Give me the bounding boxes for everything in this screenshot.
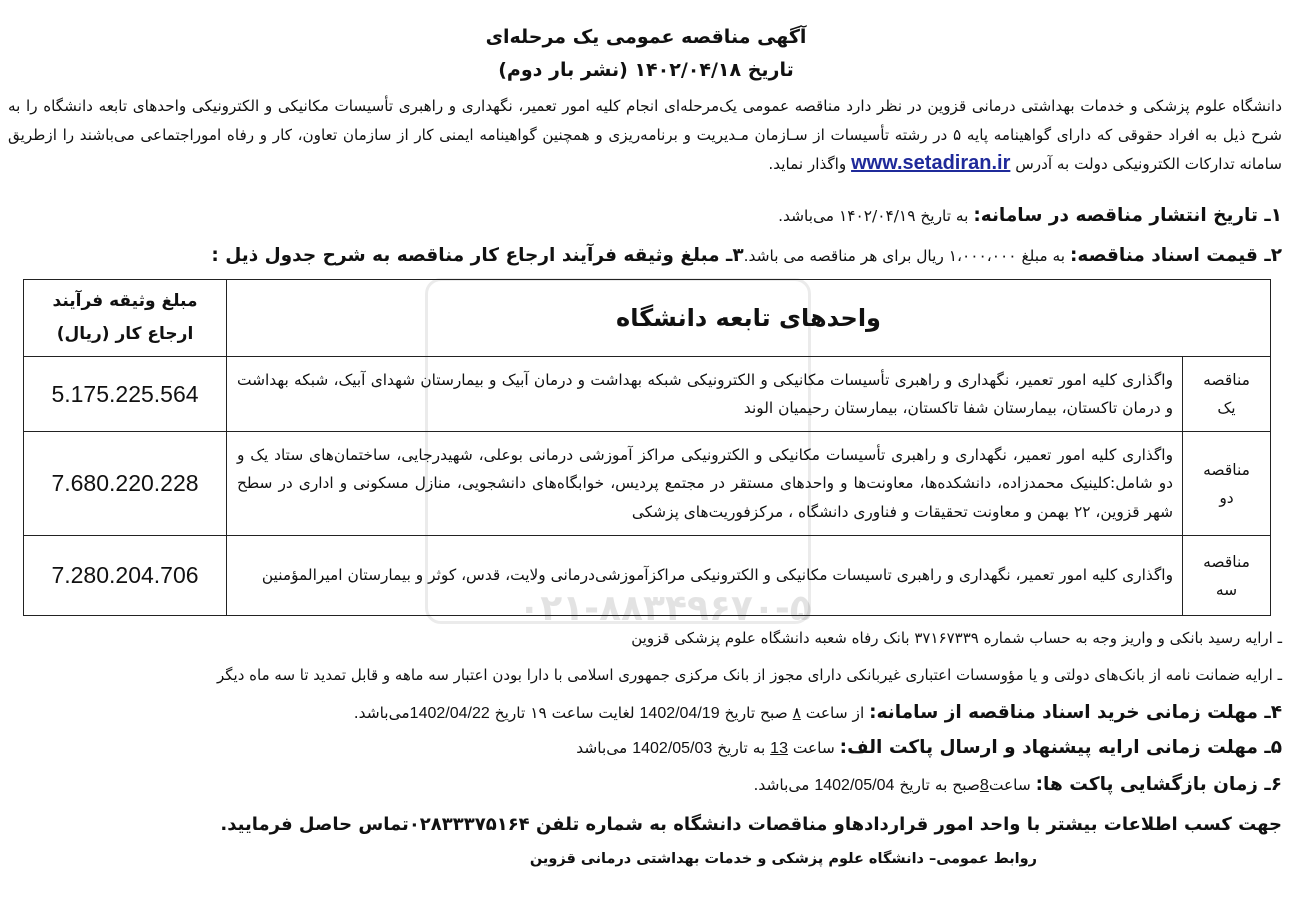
- bond-header-line1: مبلغ وثیقه فرآیند: [52, 291, 198, 311]
- setad-link[interactable]: www.setadiran.ir: [851, 152, 1011, 174]
- tender-name-line1: مناقصه: [1203, 552, 1250, 571]
- note-guarantee: ـ ارایه ضمانت نامه از بانک‌های دولتی و یا مؤوسسات اعتباری غیربانکی دارای مجوز از بانک مرکزی جمهوری اسلامی با دارا بودن اعتبار سه ماهه و قابل تمدید تا سه ماه دیگر: [217, 666, 1282, 684]
- units-header: واحدهای تابعه دانشگاه: [227, 280, 1271, 357]
- item6-t2: صبح به تاریخ: [899, 776, 980, 794]
- units-table: [23, 279, 1271, 616]
- item4-t3: لغایت ساعت ۱۹ تاریخ: [494, 704, 635, 722]
- tender-name: [1183, 536, 1271, 616]
- signature: روابط عمومی– دانشگاه علوم پزشکی و خدمات بهداشتی درمانی قزوین: [529, 851, 1037, 867]
- item5-hour: 13: [770, 740, 788, 757]
- intro-text: دانشگاه علوم پزشکی و خدمات بهداشتی درمانی قزوین در نظر دارد مناقصه عمومی یک‌مرحله‌ای انجام کلیه امور تعمیر، نگهداری و راهبری تأسیسات مکانیکی و الکترونیکی واحدهای تابعه دانشگاه را به شرح ذیل به افراد حقوقی که دارای گواهینامه پایه ۵ در رشته تأسیسات از سـازمان مـدیریت و برنامه‌ریزی و همچنین گواهینامه ایمنی کار از سازمان تعاون، کار و رفاه اموراجتماعی می‌باشند را ازطریق سامانه تدارکات الکترونیکی دولت به آدرس: [8, 97, 1282, 173]
- item3-label: ۳ـ مبلغ وثیقه فرآیند ارجاع کار مناقصه به شرح جدول ذیل :: [211, 245, 744, 266]
- intro-paragraph: [8, 92, 1282, 179]
- notice-date: تاریخ ۱۴۰۲/۰۴/۱۸ (نشر بار دوم): [498, 59, 794, 81]
- item5-t3: می‌باشد: [576, 739, 628, 757]
- tender-name: [1183, 432, 1271, 536]
- bond-amount: 7.280.204.706: [24, 536, 227, 616]
- item-purchase-period: [354, 700, 1282, 727]
- item-submission-deadline: [576, 735, 1282, 762]
- tender-name-line2: یک: [1217, 399, 1236, 417]
- item6-hour: 8: [979, 777, 989, 794]
- item-opening-time: [754, 772, 1282, 799]
- bond-amount: 5.175.225.564: [24, 357, 227, 432]
- item2-label: ۲ـ قیمت اسناد مناقصه:: [1069, 245, 1282, 266]
- tender-description: واگذاری کلیه امور تعمیر، نگهداری و راهبری تأسیسات مکانیکی و الکترونیکی شبکه بهداشت و درمان آبیک و بیمارستان شهدای آبیک، شبکه بهداشت و درمان تاکستان، بیمارستان شفا تاکستان، بیمارستان رحیمیان الوند: [227, 357, 1183, 432]
- table-header-row: [24, 280, 1271, 357]
- tender-name: [1183, 357, 1271, 432]
- table-row: [24, 536, 1271, 616]
- tender-name-line2: دو: [1219, 488, 1234, 507]
- table-row: [24, 357, 1271, 432]
- item5-t2: به تاریخ: [717, 739, 766, 757]
- bond-header: [24, 280, 227, 357]
- item5-t1: ساعت: [792, 739, 835, 757]
- item5-date: 1402/05/03: [632, 740, 713, 757]
- item6-label: ۶ـ زمان بازگشایی پاکت ها:: [1035, 774, 1282, 795]
- watermark-phone: ۰۲۱-۸۸۳۴۹۶۷۰-۵: [518, 588, 812, 629]
- item1-text: به تاریخ ۱۴۰۲/۰۴/۱۹ می‌باشد.: [778, 207, 969, 225]
- item6-t1: ساعت: [988, 776, 1031, 794]
- item6-date: 1402/05/04: [814, 777, 895, 794]
- item4-t4: می‌باشد.: [353, 704, 410, 722]
- item-document-price: [211, 243, 1282, 269]
- item1-label: ۱ـ تاریخ انتشار مناقصه در سامانه:: [973, 205, 1282, 226]
- item4-hour: ۸: [792, 704, 801, 722]
- tender-description: واگذاری کلیه امور تعمیر، نگهداری و راهبری تاسیسات مکانیکی و الکترونیکی مراکزآموزشی‌درمانی ولایت، قدس، کوثر و بیمارستان امیرالمؤمنین: [227, 536, 1183, 616]
- note-bank-receipt: ـ ارایه رسید بانکی و واریز وجه به حساب شماره ۳۷۱۶۷۳۳۹ بانک رفاه شعبه دانشگاه علوم پزشکی قزوین: [631, 629, 1282, 647]
- item2-text: به مبلغ ۱،۰۰۰،۰۰۰ ریال برای هر مناقصه می باشد.: [743, 247, 1066, 265]
- bond-amount: 7.680.220.228: [24, 432, 227, 536]
- contact-line: جهت کسب اطلاعات بیشتر با واحد امور قراردادهاو مناقصات دانشگاه به شماره تلفن ۰۲۸۳۳۳۷۵۱۶۴تماس حاصل فرمایید.: [220, 814, 1282, 835]
- item4-t2: صبح تاریخ: [724, 704, 788, 722]
- tender-name-line1: مناقصه: [1203, 460, 1250, 479]
- item4-t1: از ساعت: [805, 704, 865, 722]
- item4-date2: 1402/04/22: [409, 705, 490, 722]
- item5-label: ۵ـ مهلت زمانی ارایه پیشنهاد و ارسال پاکت الف:: [839, 737, 1282, 758]
- intro-text-end: واگذار نماید.: [768, 155, 847, 173]
- item4-date1: 1402/04/19: [639, 705, 720, 722]
- tender-name-line2: سه: [1215, 580, 1238, 599]
- table-row: [24, 432, 1271, 536]
- item-publish-date: [778, 203, 1282, 229]
- tender-name-line1: مناقصه: [1203, 371, 1250, 389]
- item4-label: ۴ـ مهلت زمانی خرید اسناد مناقصه از سامانه:: [869, 702, 1282, 723]
- item6-t3: می‌باشد.: [753, 776, 810, 794]
- bond-header-line2: ارجاع کار (ریال): [56, 324, 194, 344]
- notice-title: آگهی مناقصه عمومی یک مرحله‌ای: [485, 26, 807, 48]
- tender-description: واگذاری کلیه امور تعمیر، نگهداری و راهبری تأسیسات مکانیکی و الکترونیکی مراکز آموزشی درمانی بوعلی، شهیدرجایی، ساختمان‌های ستاد یک و دو شامل:کلینیک محمدزاده، دانشکده‌ها، معاونت‌ها و واحدهای مستقر در مجتمع پردیس، خوابگاه‌های دانشجویی، منازل مسکونی و اداری در سطح شهر قزوین، ۲۲ بهمن و معاونت تحقیقات و فناوری دانشگاه ، مرکزفوریت‌های پزشکی: [227, 432, 1183, 536]
